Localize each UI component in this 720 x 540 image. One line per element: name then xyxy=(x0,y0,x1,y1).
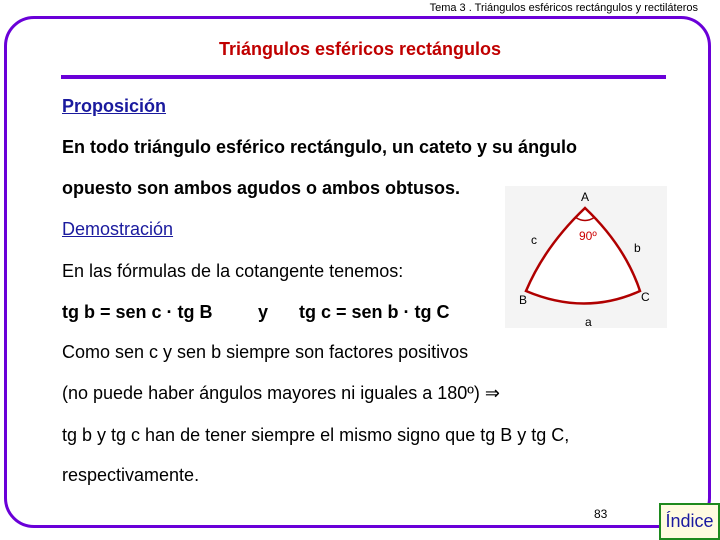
side-b-label: b xyxy=(634,241,641,255)
formulas-intro: En las fórmulas de la cotangente tenemos: xyxy=(62,261,404,281)
line-respectivamente: respectivamente. xyxy=(62,465,200,485)
demostracion-label: Demostración xyxy=(62,219,174,239)
page-title: Triángulos esféricos rectángulos xyxy=(218,39,502,59)
line-como: Como sen c y sen b siempre son factores positivos xyxy=(62,342,469,362)
proposicion-label: Proposición xyxy=(62,96,167,116)
title-rule xyxy=(61,75,666,79)
line-no-mayores: (no puede haber ángulos mayores ni iguales a 180º) ⇒ xyxy=(62,383,500,403)
formula-and: y xyxy=(258,302,269,322)
formula-tg-c: tg c = sen b · tg C xyxy=(299,302,450,322)
line-mismo-signo: tg b y tg c han de tener siempre el mismo signo que tg B y tg C, xyxy=(62,425,570,445)
slide-header: Tema 3 . Triángulos esféricos rectángulos y rectiláteros xyxy=(429,2,698,14)
spherical-triangle-diagram xyxy=(505,186,667,328)
angle-label: 90º xyxy=(579,229,597,243)
side-c-label: c xyxy=(531,233,537,247)
vertex-a-label: A xyxy=(581,190,590,204)
page-number: 83 xyxy=(594,507,608,521)
index-button[interactable]: Índice xyxy=(659,503,720,540)
proposition-line-1: En todo triángulo esférico rectángulo, un cateto y su ángulo xyxy=(62,137,578,157)
proposition-line-2: opuesto son ambos agudos o ambos obtusos. xyxy=(62,178,461,198)
side-a-label: a xyxy=(585,315,592,328)
vertex-c-label: C xyxy=(641,290,650,304)
formula-tg-b: tg b = sen c · tg B xyxy=(62,302,213,322)
vertex-b-label: B xyxy=(519,293,528,307)
